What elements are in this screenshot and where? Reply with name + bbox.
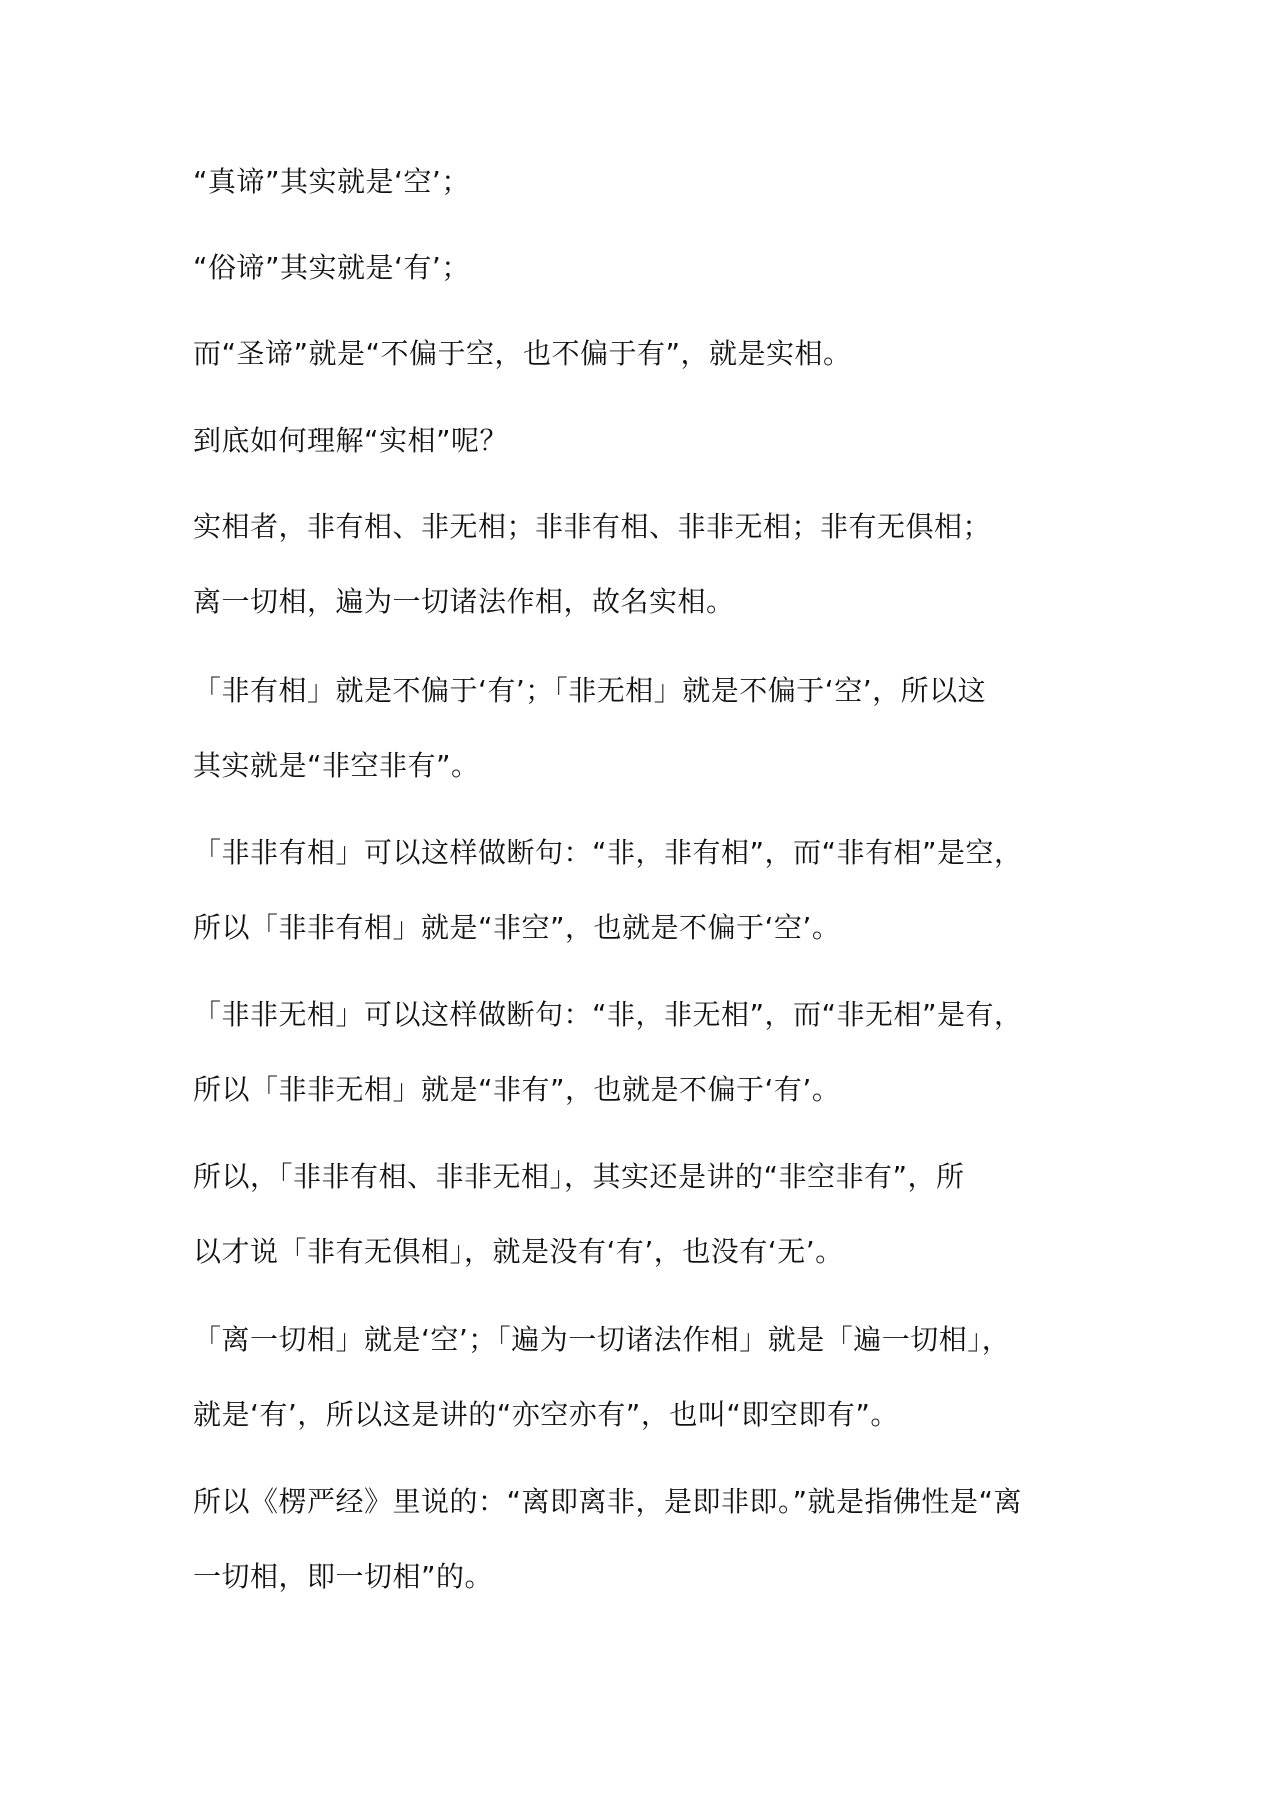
text-line: 所以，「非非有相、非非无相」，其实还是讲的“非空非有”，所	[193, 1160, 965, 1193]
text-line: “真谛”其实就是‘空’；	[193, 165, 470, 198]
text-line: 所以「非非有相」就是“非空”，也就是不偏于‘空’。	[193, 911, 841, 944]
paragraph-noble-truth	[193, 338, 1093, 370]
paragraph-non-existence	[193, 675, 1093, 782]
paragraph-question	[193, 425, 1093, 457]
paragraph-non-non-existence	[193, 837, 1093, 944]
text-line: 一切相，即一切相”的。	[193, 1560, 494, 1593]
paragraph-shurangama-quote	[193, 1486, 1093, 1593]
text-line: 到底如何理解“实相”呢？	[193, 424, 509, 457]
text-line: 实相者，非有相、非无相；非非有相、非非无相；非有无俱相；	[193, 510, 992, 543]
text-line: “俗谛”其实就是‘有’；	[193, 251, 470, 284]
paragraph-truth-emptiness	[193, 166, 1093, 198]
paragraph-non-non-nonexistence	[193, 999, 1093, 1106]
text-line: 所以「非非无相」就是“非有”，也就是不偏于‘有’。	[193, 1073, 841, 1106]
text-line: 「非有相」就是不偏于‘有’；「非无相」就是不偏于‘空’，所以这	[193, 674, 987, 707]
paragraph-conventional-existence	[193, 252, 1093, 284]
text-line: 「非非无相」可以这样做断句：“非，非无相”，而“非无相”是有，	[193, 998, 1023, 1031]
text-line: 其实就是“非空非有”。	[193, 749, 480, 782]
text-line: 离一切相，遍为一切诸法作相，故名实相。	[193, 585, 735, 618]
text-line: 所以《楞严经》里说的：“离即离非，是即非即。”就是指佛性是“离	[193, 1485, 1023, 1518]
text-line: 以才说「非有无俱相」，就是没有‘有’，也没有‘无’。	[193, 1235, 844, 1268]
text-line: 「离一切相」就是‘空’；「遍为一切诸法作相」就是「遍一切相」，	[193, 1323, 1011, 1356]
paragraph-definition	[193, 511, 1093, 618]
paragraph-all-aspects	[193, 1324, 1093, 1431]
text-line: 就是‘有’，所以这是讲的“亦空亦有”，也叫“即空即有”。	[193, 1398, 899, 1431]
text-line: 「非非有相」可以这样做断句：“非，非有相”，而“非有相”是空，	[193, 836, 1023, 869]
text-line: 而“圣谛”就是“不偏于空，也不偏于有”，就是实相。	[193, 337, 852, 370]
paragraph-summary	[193, 1161, 1093, 1268]
